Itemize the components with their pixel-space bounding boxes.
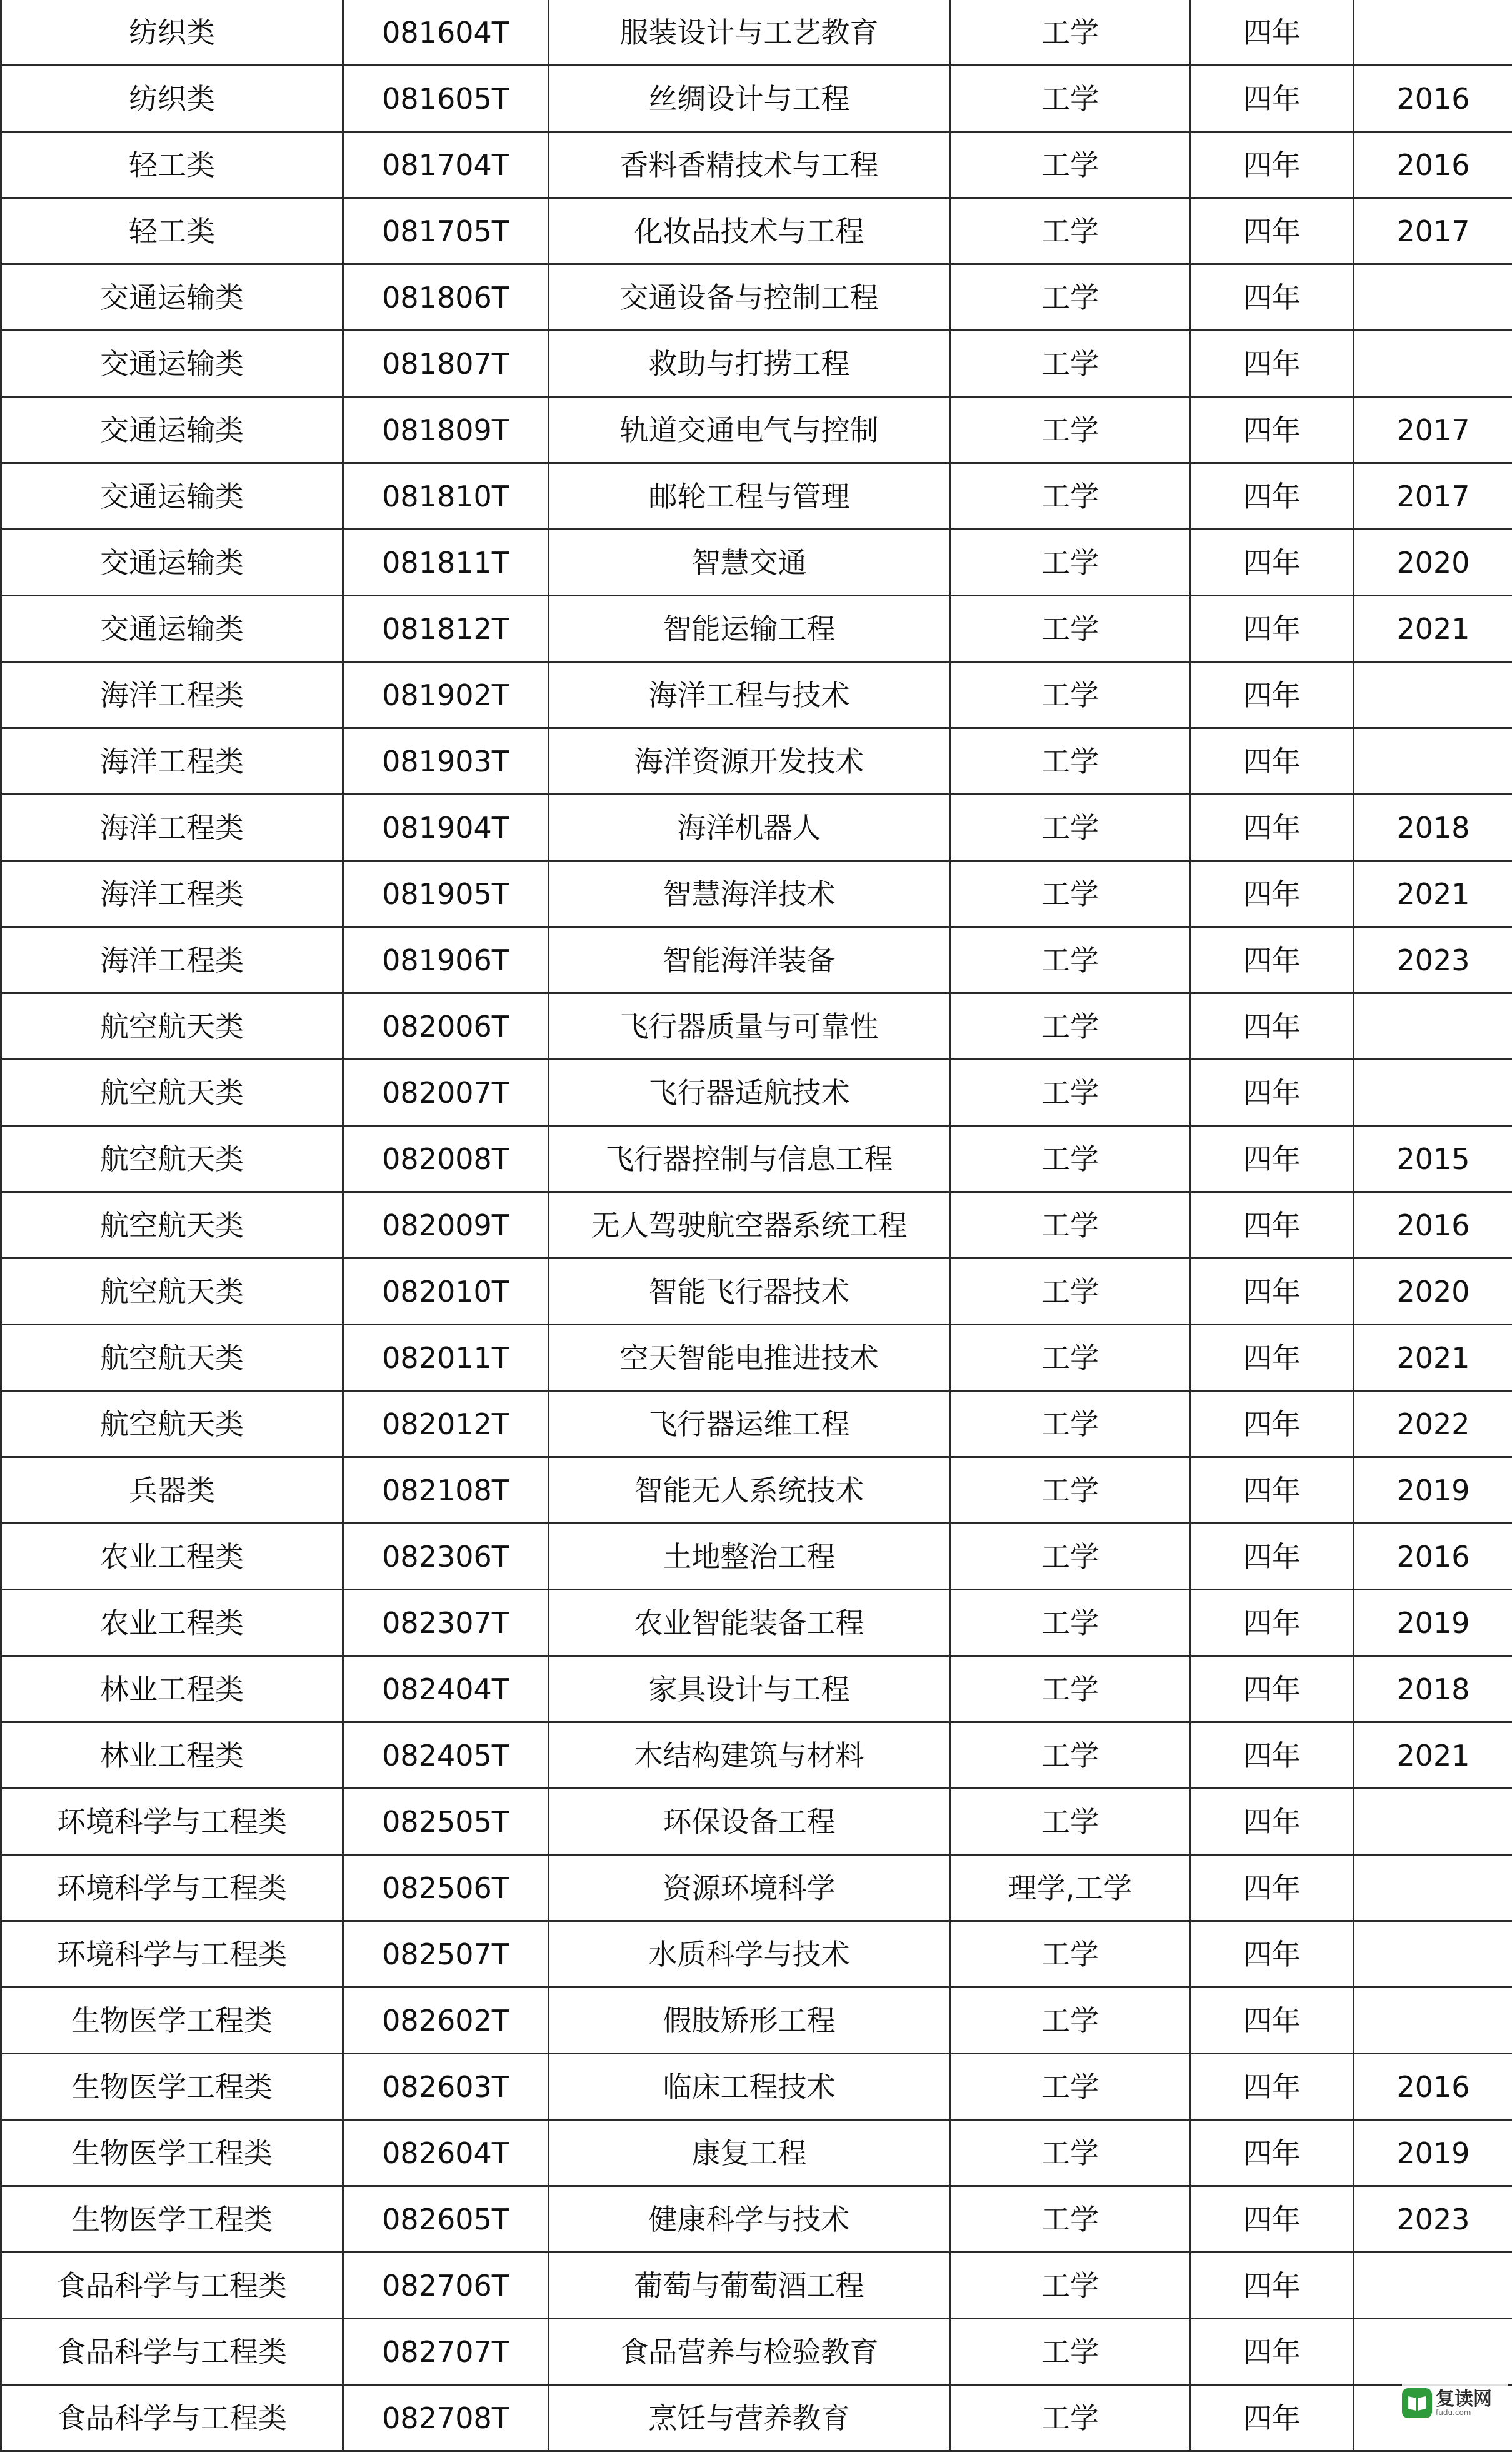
year-cell xyxy=(1354,2253,1512,2319)
code-cell: 081904T xyxy=(343,795,549,861)
discipline-cell: 工学 xyxy=(950,596,1191,662)
year-cell: 2017 xyxy=(1354,198,1512,264)
year-cell: 2019 xyxy=(1354,1457,1512,1524)
category-cell: 交通运输类 xyxy=(1,530,343,596)
major-name-cell: 环保设备工程 xyxy=(549,1789,950,1855)
major-name-cell: 假肢矫形工程 xyxy=(549,1987,950,2054)
code-cell: 082404T xyxy=(343,1656,549,1722)
category-cell: 生物医学工程类 xyxy=(1,2120,343,2186)
category-cell: 纺织类 xyxy=(1,66,343,132)
year-cell: 2022 xyxy=(1354,1391,1512,1457)
table-row xyxy=(1,530,1512,596)
year-cell xyxy=(1354,1921,1512,1987)
duration-cell: 四年 xyxy=(1191,2186,1354,2253)
discipline-cell: 工学 xyxy=(950,861,1191,927)
major-name-cell: 农业智能装备工程 xyxy=(549,1590,950,1656)
major-name-cell: 邮轮工程与管理 xyxy=(549,463,950,530)
major-name-cell: 轨道交通电气与控制 xyxy=(549,397,950,463)
major-name-cell: 资源环境科学 xyxy=(549,1855,950,1921)
duration-cell: 四年 xyxy=(1191,1192,1354,1259)
discipline-cell: 工学 xyxy=(950,1921,1191,1987)
category-cell: 生物医学工程类 xyxy=(1,2054,343,2120)
year-cell xyxy=(1354,331,1512,397)
year-cell: 2021 xyxy=(1354,1325,1512,1391)
major-name-cell: 水质科学与技术 xyxy=(549,1921,950,1987)
major-name-cell: 土地整治工程 xyxy=(549,1524,950,1590)
code-cell: 082307T xyxy=(343,1590,549,1656)
discipline-cell: 工学 xyxy=(950,66,1191,132)
duration-cell: 四年 xyxy=(1191,1060,1354,1126)
table-row xyxy=(1,1524,1512,1590)
major-name-cell: 海洋机器人 xyxy=(549,795,950,861)
code-cell: 082506T xyxy=(343,1855,549,1921)
watermark-logo xyxy=(1402,2381,1508,2426)
year-cell xyxy=(1354,662,1512,728)
code-cell: 081810T xyxy=(343,463,549,530)
category-cell: 生物医学工程类 xyxy=(1,2186,343,2253)
discipline-cell: 工学 xyxy=(950,530,1191,596)
code-cell: 082008T xyxy=(343,1126,549,1192)
duration-cell: 四年 xyxy=(1191,331,1354,397)
category-cell: 航空航天类 xyxy=(1,1060,343,1126)
year-cell: 2018 xyxy=(1354,1656,1512,1722)
code-cell: 082707T xyxy=(343,2319,549,2385)
code-cell: 082507T xyxy=(343,1921,549,1987)
table-row xyxy=(1,927,1512,993)
watermark-name: 复读网 xyxy=(1436,2389,1492,2409)
discipline-cell: 工学 xyxy=(950,264,1191,331)
duration-cell: 四年 xyxy=(1191,2120,1354,2186)
table-row xyxy=(1,596,1512,662)
duration-cell: 四年 xyxy=(1191,1391,1354,1457)
code-cell: 081807T xyxy=(343,331,549,397)
table-row xyxy=(1,2186,1512,2253)
year-cell xyxy=(1354,1060,1512,1126)
major-name-cell: 飞行器控制与信息工程 xyxy=(549,1126,950,1192)
duration-cell: 四年 xyxy=(1191,463,1354,530)
discipline-cell: 工学 xyxy=(950,2385,1191,2451)
discipline-cell: 工学 xyxy=(950,2120,1191,2186)
code-cell: 081903T xyxy=(343,728,549,795)
code-cell: 082011T xyxy=(343,1325,549,1391)
duration-cell: 四年 xyxy=(1191,1656,1354,1722)
table-row xyxy=(1,1921,1512,1987)
discipline-cell: 工学 xyxy=(950,132,1191,198)
duration-cell: 四年 xyxy=(1191,1126,1354,1192)
year-cell: 2017 xyxy=(1354,397,1512,463)
discipline-cell: 工学 xyxy=(950,1722,1191,1789)
major-name-cell: 木结构建筑与材料 xyxy=(549,1722,950,1789)
year-cell xyxy=(1354,1855,1512,1921)
year-cell: 2016 xyxy=(1354,2054,1512,2120)
code-cell: 082108T xyxy=(343,1457,549,1524)
year-cell: 2018 xyxy=(1354,795,1512,861)
duration-cell: 四年 xyxy=(1191,397,1354,463)
category-cell: 交通运输类 xyxy=(1,264,343,331)
category-cell: 航空航天类 xyxy=(1,1126,343,1192)
category-cell: 食品科学与工程类 xyxy=(1,2385,343,2451)
code-cell: 082605T xyxy=(343,2186,549,2253)
major-name-cell: 飞行器适航技术 xyxy=(549,1060,950,1126)
table-row xyxy=(1,1325,1512,1391)
duration-cell: 四年 xyxy=(1191,1590,1354,1656)
duration-cell: 四年 xyxy=(1191,927,1354,993)
category-cell: 交通运输类 xyxy=(1,331,343,397)
year-cell: 2021 xyxy=(1354,596,1512,662)
discipline-cell: 工学 xyxy=(950,0,1191,66)
major-name-cell: 健康科学与技术 xyxy=(549,2186,950,2253)
category-cell: 食品科学与工程类 xyxy=(1,2253,343,2319)
category-cell: 兵器类 xyxy=(1,1457,343,1524)
duration-cell: 四年 xyxy=(1191,264,1354,331)
category-cell: 环境科学与工程类 xyxy=(1,1921,343,1987)
category-cell: 环境科学与工程类 xyxy=(1,1855,343,1921)
year-cell xyxy=(1354,1987,1512,2054)
code-cell: 082306T xyxy=(343,1524,549,1590)
table-row xyxy=(1,1060,1512,1126)
duration-cell: 四年 xyxy=(1191,530,1354,596)
year-cell: 2023 xyxy=(1354,2186,1512,2253)
major-name-cell: 临床工程技术 xyxy=(549,2054,950,2120)
code-cell: 081705T xyxy=(343,198,549,264)
major-name-cell: 化妆品技术与工程 xyxy=(549,198,950,264)
discipline-cell: 工学 xyxy=(950,331,1191,397)
code-cell: 082602T xyxy=(343,1987,549,2054)
watermark-url: fudu.com xyxy=(1436,2409,1471,2417)
category-cell: 生物医学工程类 xyxy=(1,1987,343,2054)
table-row xyxy=(1,795,1512,861)
table-row xyxy=(1,1457,1512,1524)
duration-cell: 四年 xyxy=(1191,1457,1354,1524)
table-row xyxy=(1,2385,1512,2451)
duration-cell: 四年 xyxy=(1191,1722,1354,1789)
table-row xyxy=(1,66,1512,132)
year-cell xyxy=(1354,0,1512,66)
category-cell: 农业工程类 xyxy=(1,1524,343,1590)
year-cell xyxy=(1354,2319,1512,2385)
book-logo-icon xyxy=(1402,2388,1432,2418)
table-row xyxy=(1,728,1512,795)
category-cell: 航空航天类 xyxy=(1,1259,343,1325)
discipline-cell: 工学 xyxy=(950,1590,1191,1656)
code-cell: 081812T xyxy=(343,596,549,662)
table-row xyxy=(1,2054,1512,2120)
discipline-cell: 工学 xyxy=(950,795,1191,861)
table-row xyxy=(1,1987,1512,2054)
code-cell: 081905T xyxy=(343,861,549,927)
major-name-cell: 海洋资源开发技术 xyxy=(549,728,950,795)
major-name-cell: 丝绸设计与工程 xyxy=(549,66,950,132)
major-name-cell: 智慧交通 xyxy=(549,530,950,596)
duration-cell: 四年 xyxy=(1191,1325,1354,1391)
major-name-cell: 家具设计与工程 xyxy=(549,1656,950,1722)
duration-cell: 四年 xyxy=(1191,1921,1354,1987)
table-row xyxy=(1,132,1512,198)
table-row xyxy=(1,1391,1512,1457)
major-name-cell: 智能运输工程 xyxy=(549,596,950,662)
discipline-cell: 工学 xyxy=(950,1126,1191,1192)
code-cell: 082505T xyxy=(343,1789,549,1855)
year-cell: 2019 xyxy=(1354,2120,1512,2186)
code-cell: 081906T xyxy=(343,927,549,993)
discipline-cell: 工学 xyxy=(950,397,1191,463)
table-row xyxy=(1,2120,1512,2186)
category-cell: 农业工程类 xyxy=(1,1590,343,1656)
table-row xyxy=(1,1789,1512,1855)
table-row xyxy=(1,331,1512,397)
discipline-cell: 工学 xyxy=(950,1524,1191,1590)
major-name-cell: 葡萄与葡萄酒工程 xyxy=(549,2253,950,2319)
discipline-cell: 理学,工学 xyxy=(950,1855,1191,1921)
discipline-cell: 工学 xyxy=(950,1987,1191,2054)
major-name-cell: 无人驾驶航空器系统工程 xyxy=(549,1192,950,1259)
code-cell: 081604T xyxy=(343,0,549,66)
major-name-cell: 服装设计与工艺教育 xyxy=(549,0,950,66)
discipline-cell: 工学 xyxy=(950,2253,1191,2319)
category-cell: 交通运输类 xyxy=(1,596,343,662)
code-cell: 082010T xyxy=(343,1259,549,1325)
category-cell: 海洋工程类 xyxy=(1,795,343,861)
table-row xyxy=(1,662,1512,728)
category-cell: 纺织类 xyxy=(1,0,343,66)
duration-cell: 四年 xyxy=(1191,1259,1354,1325)
category-cell: 海洋工程类 xyxy=(1,728,343,795)
discipline-cell: 工学 xyxy=(950,1192,1191,1259)
discipline-cell: 工学 xyxy=(950,1457,1191,1524)
code-cell: 082009T xyxy=(343,1192,549,1259)
year-cell: 2021 xyxy=(1354,861,1512,927)
table-row xyxy=(1,1855,1512,1921)
discipline-cell: 工学 xyxy=(950,463,1191,530)
category-cell: 航空航天类 xyxy=(1,1192,343,1259)
discipline-cell: 工学 xyxy=(950,2319,1191,2385)
year-cell: 2016 xyxy=(1354,66,1512,132)
duration-cell: 四年 xyxy=(1191,0,1354,66)
table-row xyxy=(1,1259,1512,1325)
duration-cell: 四年 xyxy=(1191,2385,1354,2451)
year-cell: 2015 xyxy=(1354,1126,1512,1192)
table-row xyxy=(1,2319,1512,2385)
year-cell xyxy=(1354,264,1512,331)
discipline-cell: 工学 xyxy=(950,198,1191,264)
discipline-cell: 工学 xyxy=(950,993,1191,1060)
major-name-cell: 海洋工程与技术 xyxy=(549,662,950,728)
year-cell: 2019 xyxy=(1354,1590,1512,1656)
year-cell: 2020 xyxy=(1354,530,1512,596)
code-cell: 081809T xyxy=(343,397,549,463)
discipline-cell: 工学 xyxy=(950,1391,1191,1457)
duration-cell: 四年 xyxy=(1191,1524,1354,1590)
code-cell: 082007T xyxy=(343,1060,549,1126)
code-cell: 081806T xyxy=(343,264,549,331)
major-name-cell: 空天智能电推进技术 xyxy=(549,1325,950,1391)
duration-cell: 四年 xyxy=(1191,198,1354,264)
code-cell: 082006T xyxy=(343,993,549,1060)
major-name-cell: 烹饪与营养教育 xyxy=(549,2385,950,2451)
discipline-cell: 工学 xyxy=(950,1656,1191,1722)
duration-cell: 四年 xyxy=(1191,861,1354,927)
duration-cell: 四年 xyxy=(1191,1789,1354,1855)
year-cell: 2016 xyxy=(1354,132,1512,198)
major-name-cell: 食品营养与检验教育 xyxy=(549,2319,950,2385)
category-cell: 食品科学与工程类 xyxy=(1,2319,343,2385)
table-row xyxy=(1,463,1512,530)
duration-cell: 四年 xyxy=(1191,66,1354,132)
discipline-cell: 工学 xyxy=(950,1789,1191,1855)
category-cell: 林业工程类 xyxy=(1,1722,343,1789)
major-name-cell: 康复工程 xyxy=(549,2120,950,2186)
category-cell: 海洋工程类 xyxy=(1,662,343,728)
code-cell: 082708T xyxy=(343,2385,549,2451)
table-row xyxy=(1,397,1512,463)
duration-cell: 四年 xyxy=(1191,2054,1354,2120)
table-row xyxy=(1,1590,1512,1656)
code-cell: 082603T xyxy=(343,2054,549,2120)
code-cell: 081811T xyxy=(343,530,549,596)
discipline-cell: 工学 xyxy=(950,1325,1191,1391)
code-cell: 082012T xyxy=(343,1391,549,1457)
year-cell xyxy=(1354,993,1512,1060)
code-cell: 081704T xyxy=(343,132,549,198)
major-name-cell: 飞行器运维工程 xyxy=(549,1391,950,1457)
discipline-cell: 工学 xyxy=(950,662,1191,728)
discipline-cell: 工学 xyxy=(950,1259,1191,1325)
category-cell: 航空航天类 xyxy=(1,993,343,1060)
category-cell: 轻工类 xyxy=(1,198,343,264)
category-cell: 航空航天类 xyxy=(1,1325,343,1391)
code-cell: 082604T xyxy=(343,2120,549,2186)
discipline-cell: 工学 xyxy=(950,728,1191,795)
year-cell: 2021 xyxy=(1354,1722,1512,1789)
category-cell: 环境科学与工程类 xyxy=(1,1789,343,1855)
table-row xyxy=(1,198,1512,264)
discipline-cell: 工学 xyxy=(950,2186,1191,2253)
table-row xyxy=(1,1192,1512,1259)
year-cell xyxy=(1354,1789,1512,1855)
code-cell: 082706T xyxy=(343,2253,549,2319)
category-cell: 海洋工程类 xyxy=(1,927,343,993)
table-row xyxy=(1,861,1512,927)
major-name-cell: 智能飞行器技术 xyxy=(549,1259,950,1325)
code-cell: 081605T xyxy=(343,66,549,132)
duration-cell: 四年 xyxy=(1191,795,1354,861)
table-row xyxy=(1,1656,1512,1722)
major-name-cell: 智能无人系统技术 xyxy=(549,1457,950,1524)
code-cell: 082405T xyxy=(343,1722,549,1789)
discipline-cell: 工学 xyxy=(950,927,1191,993)
table-row xyxy=(1,0,1512,66)
year-cell: 2017 xyxy=(1354,463,1512,530)
table-row xyxy=(1,264,1512,331)
code-cell: 081902T xyxy=(343,662,549,728)
major-name-cell: 救助与打捞工程 xyxy=(549,331,950,397)
duration-cell: 四年 xyxy=(1191,132,1354,198)
duration-cell: 四年 xyxy=(1191,1855,1354,1921)
major-name-cell: 智能海洋装备 xyxy=(549,927,950,993)
category-cell: 轻工类 xyxy=(1,132,343,198)
category-cell: 海洋工程类 xyxy=(1,861,343,927)
table-row xyxy=(1,993,1512,1060)
duration-cell: 四年 xyxy=(1191,596,1354,662)
category-cell: 交通运输类 xyxy=(1,463,343,530)
duration-cell: 四年 xyxy=(1191,993,1354,1060)
year-cell: 2023 xyxy=(1354,927,1512,993)
year-cell: 2016 xyxy=(1354,1192,1512,1259)
year-cell: 2016 xyxy=(1354,1524,1512,1590)
table-row xyxy=(1,1126,1512,1192)
discipline-cell: 工学 xyxy=(950,2054,1191,2120)
major-name-cell: 交通设备与控制工程 xyxy=(549,264,950,331)
category-cell: 交通运输类 xyxy=(1,397,343,463)
major-name-cell: 智慧海洋技术 xyxy=(549,861,950,927)
major-name-cell: 香料香精技术与工程 xyxy=(549,132,950,198)
category-cell: 林业工程类 xyxy=(1,1656,343,1722)
table-row xyxy=(1,2253,1512,2319)
year-cell xyxy=(1354,728,1512,795)
major-name-cell: 飞行器质量与可靠性 xyxy=(549,993,950,1060)
category-cell: 航空航天类 xyxy=(1,1391,343,1457)
year-cell: 2020 xyxy=(1354,1259,1512,1325)
table-row xyxy=(1,1722,1512,1789)
duration-cell: 四年 xyxy=(1191,728,1354,795)
duration-cell: 四年 xyxy=(1191,2319,1354,2385)
discipline-cell: 工学 xyxy=(950,1060,1191,1126)
duration-cell: 四年 xyxy=(1191,2253,1354,2319)
duration-cell: 四年 xyxy=(1191,1987,1354,2054)
duration-cell: 四年 xyxy=(1191,662,1354,728)
